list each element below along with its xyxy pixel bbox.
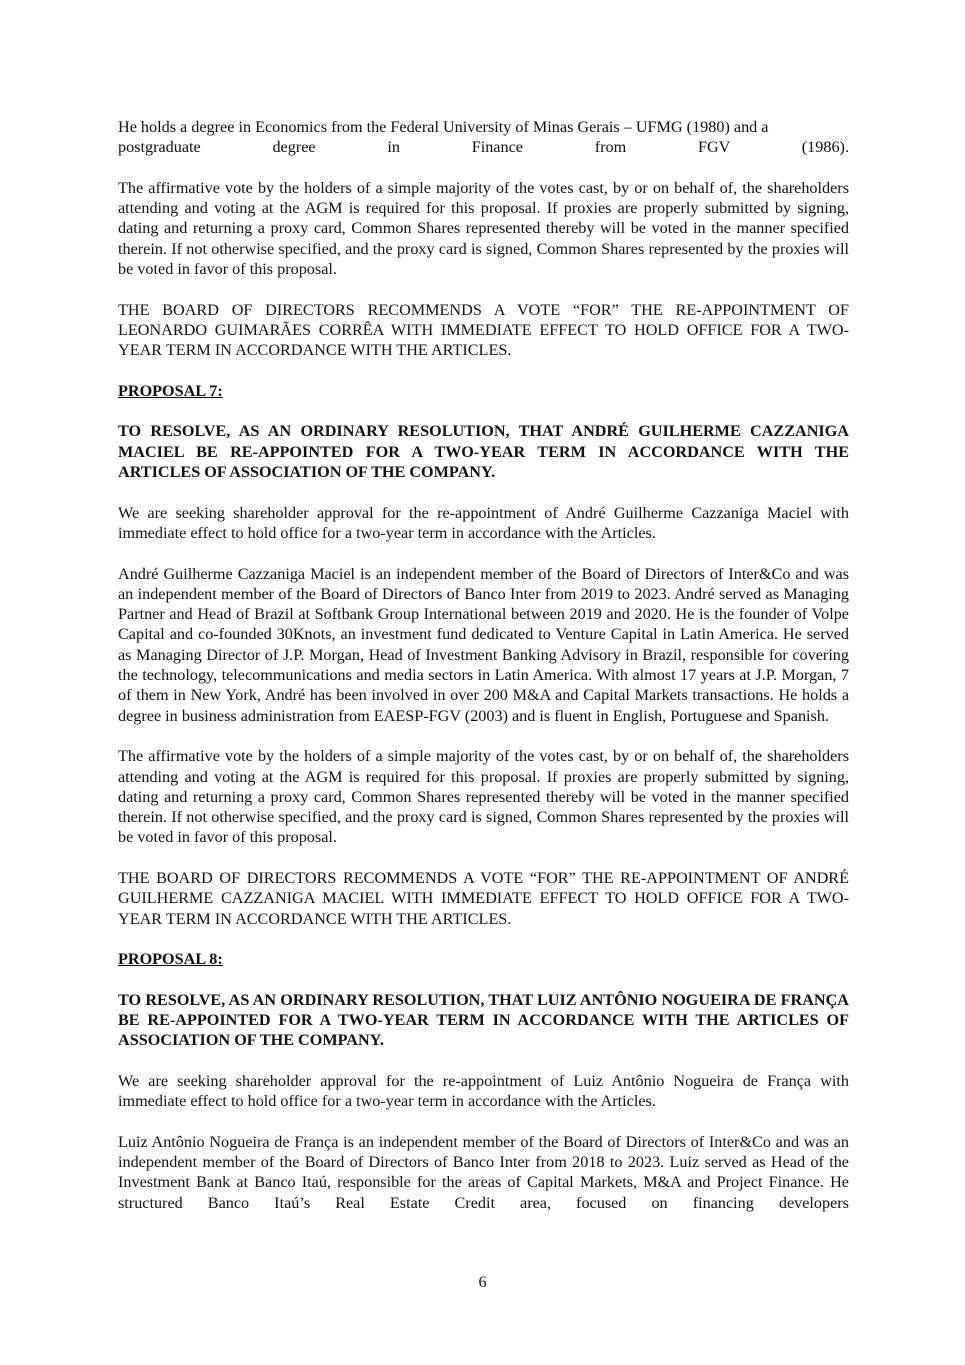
proposal-7-resolution: TO RESOLVE, AS AN ORDINARY RESOLUTION, THAT ANDRÉ GUILHERME CAZZANIGA MACIEL BE RE-APPOINTED FOR A TWO-YEAR TERM IN ACCORDANCE WITH THE ARTICLES OF ASSOCIATION OF THE COMPANY.: [118, 422, 849, 482]
proposal-8-resolution: TO RESOLVE, AS AN ORDINARY RESOLUTION, THAT LUIZ ANTÔNIO NOGUEIRA DE FRANÇA BE RE-APPOINTED FOR A TWO-YEAR TERM IN ACCORDANCE WITH THE ARTICLES OF ASSOCIATION OF THE COMPANY.: [118, 990, 849, 1050]
board-recommendation-andre: THE BOARD OF DIRECTORS RECOMMENDS A VOTE “FOR” THE RE-APPOINTMENT OF ANDRÉ GUILHERME CAZZANIGA MACIEL WITH IMMEDIATE EFFECT TO HOLD OFFICE FOR A TWO-YEAR TERM IN ACCORDANCE WITH THE ARTICLES.: [118, 868, 849, 928]
proposal-8-approval-paragraph: We are seeking shareholder approval for the re-appointment of Luiz Antônio Nogueira de França with immediate effect to hold office for a two-year term in accordance with the Articles.: [118, 1071, 849, 1111]
proposal-7-heading: PROPOSAL 7:: [118, 381, 223, 400]
education-paragraph: [118, 117, 849, 158]
education-line-1: He holds a degree in Economics from the Federal University of Minas Gerais – UFMG (1980) and a: [118, 118, 769, 136]
education-line-2: postgraduate degree in Finance from FGV (1986).: [118, 138, 849, 157]
proposal-7-bio-paragraph: André Guilherme Cazzaniga Maciel is an independent member of the Board of Directors of Inter&Co and was an independent member of the Board of Directors of Banco Inter from 2019 to 2023. André served as Managing Partner and Head of Brazil at Softbank Group International between 2019 and 2020. He is the founder of Volpe Capital and co-founded 30Knots, an investment fund dedicated to Venture Capital in Latin America. He served as Managing Director of J.P. Morgan, Head of Investment Banking Advisory in Brazil, responsible for covering the technology, telecommunications and media sectors in Latin America. With almost 17 years at J.P. Morgan, 7 of them in New York, André has been involved in over 200 M&A and Capital Markets transactions. He holds a degree in business administration from EAESP-FGV (2003) and is fluent in English, Portuguese and Spanish.: [118, 564, 849, 725]
proposal-8-heading: PROPOSAL 8:: [118, 950, 223, 969]
proposal-8-bio-paragraph: Luiz Antônio Nogueira de França is an independent member of the Board of Directors of Inter&Co and was an independent member of the Board of Directors of Banco Inter from 2018 to 2023. Luiz served as Head of the Investment Bank at Banco Itaú, responsible for the areas of Capital Markets, M&A and Project Finance. He structured Banco Itaú’s Real Estate Credit area, focused on financing developers: [118, 1132, 849, 1212]
page-number: 6: [478, 1273, 487, 1291]
document-page: [118, 117, 849, 1233]
proposal-7-vote-paragraph: The affirmative vote by the holders of a simple majority of the votes cast, by or on behalf of, the shareholders attending and voting at the AGM is required for this proposal. If proxies are properly submitted by signing, dating and returning a proxy card, Common Shares represented thereby will be voted in the manner specified therein. If not otherwise specified, and the proxy card is signed, Common Shares represented by the proxies will be voted in favor of this proposal.: [118, 747, 849, 847]
proposal-7-approval-paragraph: We are seeking shareholder approval for the re-appointment of André Guilherme Cazzaniga Maciel with immediate effect to hold office for a two-year term in accordance with the Articles.: [118, 503, 849, 542]
vote-requirement-paragraph: The affirmative vote by the holders of a simple majority of the votes cast, by or on behalf of, the shareholders attending and voting at the AGM is required for this proposal. If proxies are properly submitted by signing, dating and returning a proxy card, Common Shares represented thereby will be voted in the manner specified therein. If not otherwise specified, and the proxy card is signed, Common Shares represented by the proxies will be voted in favor of this proposal.: [118, 178, 849, 279]
board-recommendation-leonardo: THE BOARD OF DIRECTORS RECOMMENDS A VOTE “FOR” THE RE-APPOINTMENT OF LEONARDO GUIMARÃES CORRÊA WITH IMMEDIATE EFFECT TO HOLD OFFICE FOR A TWO-YEAR TERM IN ACCORDANCE WITH THE ARTICLES.: [118, 300, 849, 360]
